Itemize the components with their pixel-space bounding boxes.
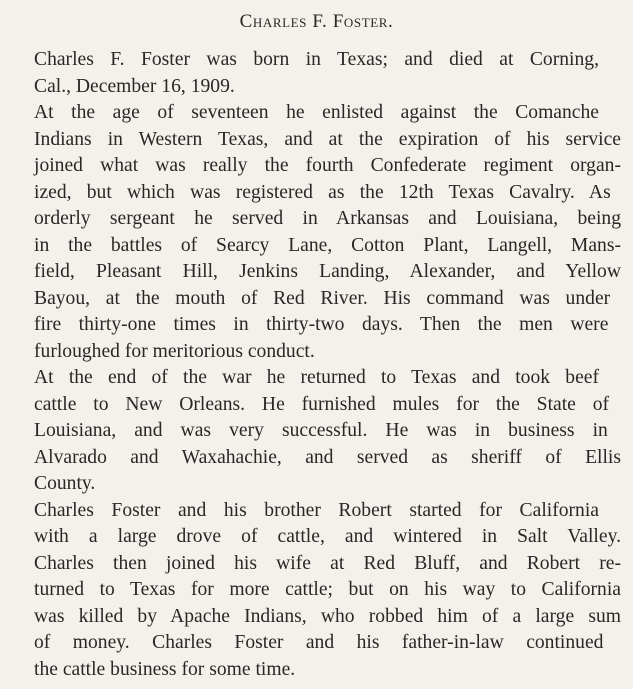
text-line: cattle to New Orleans. He furnished mules for the State of <box>34 393 610 415</box>
text-line: At the end of the war he returned to Texas and took beef <box>34 367 599 388</box>
text-line: field, Pleasant Hill, Jenkins Landing, Alexander, and Yellow <box>34 261 621 282</box>
text-line: furloughed for meritorious conduct. <box>34 340 315 362</box>
text-line: turned to Texas for more cattle; but on his way to California <box>34 579 621 600</box>
text-line: was killed by Apache Indians, who robbed him of a large sum <box>34 605 621 627</box>
text-line: Alvarado and Waxahachie, and served as sheriff of Ellis <box>34 446 621 468</box>
text-line: the cattle business for some time. <box>34 658 296 680</box>
text-line: of money. Charles Foster and his father-in-law continued <box>34 632 604 653</box>
text-line: ized, but which was registered as the 12th Texas Cavalry. As <box>34 181 611 203</box>
biography-body <box>12 47 621 683</box>
paragraph <box>12 47 621 100</box>
paragraph <box>12 365 621 498</box>
text-line: in the battles of Searcy Lane, Cotton Plant, Langell, Mans- <box>34 234 621 256</box>
paragraph <box>12 498 621 684</box>
text-line: At the age of seventeen he enlisted against the Comanche <box>34 102 599 123</box>
text-line: Indians in Western Texas, and at the expiration of his service <box>34 128 621 150</box>
text-line: Cal., December 16, 1909. <box>34 75 235 97</box>
paragraph <box>12 100 621 365</box>
page-title: Charles F. Foster. <box>239 11 394 32</box>
text-line: Bayou, at the mouth of Red River. His command was under <box>34 287 611 309</box>
text-line: County. <box>34 473 96 494</box>
text-line: Charles F. Foster was born in Texas; and died at Corning, <box>34 49 599 70</box>
text-line: with a large drove of cattle, and wintered in Salt Valley. <box>34 526 621 547</box>
text-line: joined what was really the fourth Confederate regiment organ- <box>34 155 621 176</box>
text-line: Louisiana, and was very successful. He was in business in <box>34 420 608 441</box>
text-line: Charles then joined his wife at Red Bluff, and Robert re- <box>34 552 621 574</box>
text-line: orderly sergeant he served in Arkansas and Louisiana, being <box>34 208 621 229</box>
text-line: fire thirty-one times in thirty-two days. Then the men were <box>34 314 609 335</box>
text-line: Charles Foster and his brother Robert started for California <box>34 499 599 521</box>
